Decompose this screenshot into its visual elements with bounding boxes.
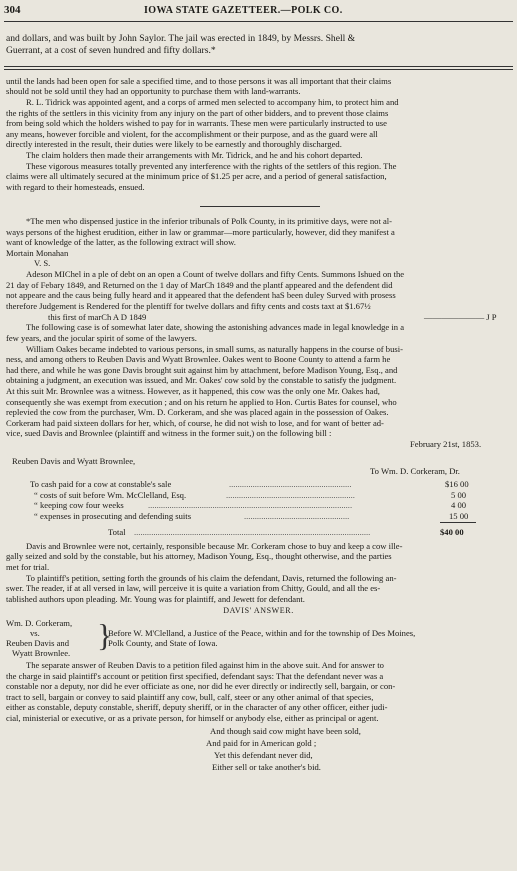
body-line: These vigorous measures totally prevented any interference with the rights of the settlers of this region. The <box>26 161 397 171</box>
note-line: want of knowledge of the latter, as the following extract will show. <box>6 237 236 247</box>
section-rule <box>4 69 513 70</box>
bill-item-desc: “ keeping cow four weeks <box>34 500 124 510</box>
body-line: with regard to their homesteads, ensued. <box>6 182 145 192</box>
section-rule <box>4 66 513 67</box>
note-line: ——————— J P <box>424 312 497 322</box>
caption-brace: } <box>97 617 113 653</box>
note-line: few years, and the jocular spirit of some of the lawyers. <box>6 333 197 343</box>
bill-creditor: To Wm. D. Corkeram, Dr. <box>370 466 460 476</box>
note-line: William Oakes became indebted to various persons, in small sums, as naturally happens in the course of busi- <box>26 344 403 354</box>
note-line: Mortain Monahan <box>6 248 69 258</box>
body-line: should not be sold until they had an opportunity to purchase them with land-warrants. <box>6 86 301 96</box>
note-line: V. S. <box>34 258 51 268</box>
body-line: directly interested in the result, their duties were likely to be earnestly and thoroughly discharged. <box>6 139 342 149</box>
body-line: The claim holders then made their arrangements with Mr. Tidrick, and he and his cohort departed. <box>26 150 363 160</box>
note-line: 21 day of Febary 1849, and Returned on the 1 day of MarCh 1849 and the plantf appeared and the defendent did <box>6 280 393 290</box>
intro-line: and dollars, and was built by John Saylor. The jail was erected in 1849, by Messrs. Shell & <box>6 33 356 44</box>
answer-line: tract to sell, bargain or convey to said plaintiff any cow, bull, calf, steer or any other animal of that species, <box>6 692 374 702</box>
note-line: vice, sued Davis and Brownlee (plaintiff and witness in the former suit,) on the following bill : <box>6 428 332 438</box>
caption-court: Before W. M'Clelland, a Justice of the Peace, within and for the township of Des Moines, <box>108 628 416 638</box>
caption-court: Polk County, and State of Iowa. <box>108 638 218 648</box>
bill-item-desc: “ expenses in prosecuting and defending suits <box>34 511 192 521</box>
page-number: 304 <box>4 4 21 16</box>
body-line: met for trial. <box>6 562 50 572</box>
note-line: Adeson MIChel in a ple of debt on an open a Count of twelve dollars and fifty Cents. Summons Ishued on the <box>26 269 405 279</box>
body-line: any means, however forcible and violent, for the accomplishment or their purpose, and as the guard were all <box>6 129 378 139</box>
bill-item-amount: 4 00 <box>451 500 467 510</box>
caption-plaintiff: Wm. D. Corkeram, <box>6 618 73 628</box>
note-line: consequently she was exempt from execution ; and on his return he applied to Hon. Curtis Bates for counsel, who <box>6 397 397 407</box>
bill-leader: ............................................................ <box>226 490 355 500</box>
header-rule <box>4 21 513 22</box>
bill-item-desc: “ costs of suit before Wm. McClelland, Esq. <box>34 490 187 500</box>
bill-leader: .............................................................................................................. <box>134 527 371 537</box>
note-line: not appeare and the caus being fully heard and it appeared that the defendent haS been duley Surved with prosess <box>6 290 396 300</box>
answer-line: The separate answer of Reuben Davis to a petition filed against him in the above suit. And for answer to <box>26 660 384 670</box>
caption-vs: vs. <box>30 628 40 638</box>
note-line: The following case is of somewhat later date, showing the astonishing advances made in legal knowledge in a <box>26 322 405 332</box>
note-line: had there, and while he was gone Davis brought suit against him by attachment, before Madison Young, Esq., and <box>6 365 398 375</box>
bill-leader: ......................................................... <box>229 479 352 489</box>
body-line: gally seized and sold by the constable, but his attorney, Madison Young, Esq., thought otherwise, and the parties <box>6 551 392 561</box>
poem-line: Yet this defendant never did, <box>214 750 313 760</box>
note-line: ways persons of the highest erudition, either in law or grammar—more particularly, however, did they manifest a <box>6 227 395 237</box>
note-line: *The men who dispensed justice in the inferior tribunals of Polk County, in its primitive days, were not al- <box>26 216 393 226</box>
answer-line: the charge in said plaintiff's account or petition first specified, defendant says: That the defendant never was a <box>6 671 384 681</box>
body-line: until the lands had been open for sale a specified time, and to those persons it was all important that their claims <box>6 76 392 86</box>
bill-leader: ............................................................................................... <box>148 500 353 510</box>
note-line: therefore Judgement is Rendered for the plentiff for twelve dollars and fifty cents and costs taxt at $1.67½ <box>6 301 371 311</box>
answer-line: either as constable, deputy constable, sheriff, deputy sheriff, or in the character of any other officer, either judi- <box>6 702 388 712</box>
intro-line: Guerrant, at a cost of seven hundred and fifty dollars.* <box>6 45 216 56</box>
caption-defendant: Wyatt Brownlee. <box>12 648 71 658</box>
body-line: swer. The reader, if at all versed in law, will perceive it is quite a variation from Chitty, Gould, and all the es- <box>6 583 381 593</box>
note-line: At this suit Mr. Brownlee was a witness. However, as it happened, this cow was the only one Mr. Oakes had, <box>6 386 380 396</box>
body-line: R. L. Tidrick was appointed agent, and a corps of armed men selected to accompany him, to protect him and <box>26 97 399 107</box>
answer-line: cial, ministerial or executive, or as a private person, for himself or anybody else, either as principal or agent. <box>6 713 379 723</box>
body-line: from being sold which the holders wished to pay for in warrants. These men were particularly instructed to use <box>6 118 387 128</box>
note-line: this first of marCh A D 1849 <box>48 312 147 322</box>
note-line: obtaining a judgment, an execution was issued, and Mr. Oakes' cow sold by the constable to satisfy the judgment. <box>6 375 397 385</box>
note-line: replevied the cow from the purchaser, Wm. D. Corkeram, and she was placed again in the possession of Oakes. <box>6 407 389 417</box>
bill-leader: ................................................. <box>244 511 350 521</box>
poem-line: And though said cow might have been sold, <box>210 726 361 736</box>
bill-item-amount: 15 00 <box>449 511 469 521</box>
note-line: ness, and among others to Reuben Davis and Wyatt Brownlee. Oakes went to Boone County to attend a farm he <box>6 354 391 364</box>
running-header <box>4 4 513 18</box>
body-line: claims were all ultimately secured at the minimum price of $1.25 per acre, and a period of general satisfaction, <box>6 171 387 181</box>
body-line: the rights of the settlers in this vicinity from any injury on the part of other bidders, and to prevent those claims <box>6 108 389 118</box>
poem-line: Either sell or take another's bid. <box>212 762 321 772</box>
body-line: tablished authors upon pleading. Mr. Young was for plaintiff, and Jewett for defendant. <box>6 594 305 604</box>
bill-item-amount: $16 00 <box>445 479 469 489</box>
bill-item-desc: To cash paid for a cow at constable's sale <box>30 479 172 489</box>
bill-date: February 21st, 1853. <box>410 439 482 449</box>
note-rule <box>200 206 320 207</box>
body-line: Davis and Brownlee were not, certainly, responsible because Mr. Corkeram chose to buy and keep a cow ille- <box>26 541 403 551</box>
answer-heading: DAVIS' ANSWER. <box>223 606 294 615</box>
body-line: To plaintiff's petition, setting forth the grounds of his claim the defendant, Davis, returned the following an- <box>26 573 397 583</box>
bill-item-amount: 5 00 <box>451 490 467 500</box>
running-title: IOWA STATE GAZETTEER.—POLK CO. <box>144 5 343 16</box>
answer-line: constable nor a deputy, nor did he ever officiate as one, nor did he ever directly or indirectly sell, bargain, or con- <box>6 681 396 691</box>
note-line: Corkeram had paid sixteen dollars for her, which, of course, he did not wish to lose, and for want of better ad- <box>6 418 384 428</box>
bill-total-amount: $40 00 <box>440 527 464 537</box>
bill-total-label: Total <box>108 527 126 537</box>
bill-parties: Reuben Davis and Wyatt Brownlee, <box>12 456 136 466</box>
poem-line: And paid for in American gold ; <box>206 738 317 748</box>
caption-defendant: Reuben Davis and <box>6 638 70 648</box>
bill-sum-rule <box>440 522 476 523</box>
